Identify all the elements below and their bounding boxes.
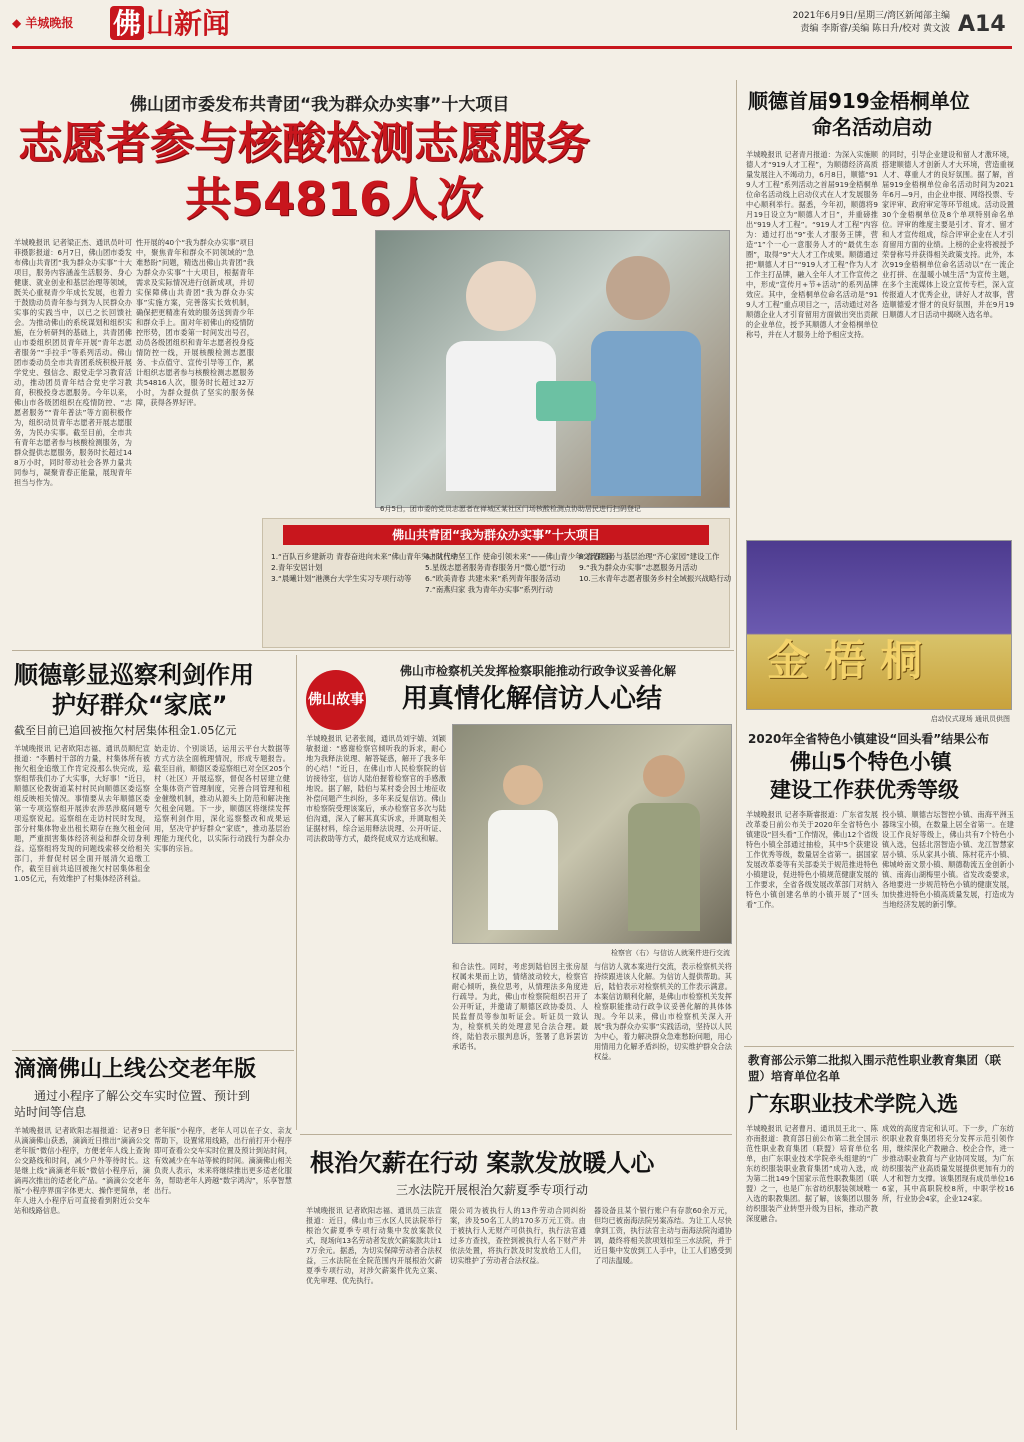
a4-story-seal: 佛山故事 bbox=[306, 670, 366, 730]
a3-subtitle: 截至目前已追回被拖欠村居集体租金1.05亿元 bbox=[14, 724, 237, 737]
a2-title-line2: 命名活动启动 bbox=[812, 115, 932, 139]
a4-column-3: 与信访人就本案进行交流，表示检察机关将持续跟进该人化解。为信访人提供帮助。其后，陆伯表示对检察机关的工作表示满意。本案信访顺利化解，是佛山市检察机关发挥检察职能推动行政争议妥善化解的具体体现。今年以来，佛山市检察机关深入开展“我为群众办实事”实践活动，坚持以人民为中心，着力解决群众急难愁盼问题，用心用情用力化解矛盾纠纷，切实维护群众合法权益。 bbox=[594, 962, 732, 1061]
a7-subtitle-line1: 通过小程序了解公交车实时位置、预计到 bbox=[34, 1089, 251, 1103]
a1-column-2: 性开展的40个“我为群众办实事”项目中，聚焦青年和群众不同领域的“急难愁盼”问题，精选出佛山共青团“我为群众办实事”十大项目，根据青年需求及实际情况进行创新成项，并切实保障佛山共青团“我为群众办实事”实施方案，完善落实长效机制，确保把更精准有效的服务送到青少年和群众手上。面对年初佛山的疫情防控形势，团市委第一时间发出号召，动员各级团组织和青年志愿者投身疫情防控一线，开展核酸检测志愿服务、卡点值守、宣传引导等工作，累计组织志愿者参与核酸检测志愿服务共54816人次，服务时长超过32万小时，为群众提供了坚实的服务保障，获得各界好评。 bbox=[136, 238, 254, 407]
section-rule bbox=[12, 1050, 294, 1051]
list-item: 3.“晨曦计划”港澳台大学生实习专项行动等 bbox=[271, 574, 412, 583]
a2-photo-gold-text bbox=[767, 636, 922, 686]
a3-title-line1: 顺德彰显巡察利剑作用 bbox=[14, 661, 254, 689]
editor-credits: 责编 李斯睿/美编 陈日升/校对 黄文波 bbox=[800, 24, 950, 34]
photo-face-petitioner bbox=[643, 755, 685, 797]
photo-resident-shirt bbox=[591, 331, 701, 496]
a3-column-1: 羊城晚报讯 记者欧阳志福、通讯员顺纪宣报道：“李鹏村干部的力量，村集体所有被拖欠租金追缴工作肯定没那么快完成，巡察组帮我们办了大实事，大好事！”近日，顺德区伦教街道某村村民向顺德区委巡察组反映相关情况。事情要从去年顺德区委第一专项巡察组开展涉农涉恶涉腐问题专项巡察说起。巡察组在走访村民时发现，部分村集体物业出租长期存在拖欠租金问题，严重损害集体经济利益和群众切身利益。巡察组将发现的问题线索移交给相关部门，并督促村居全面开展清欠追缴工作，截至目前共追回被拖欠村居集体租金1.05亿元，有效维护了村集体经济利益。 bbox=[14, 744, 150, 883]
photo-face-volunteer bbox=[466, 261, 536, 331]
a7-subtitle-line2: 站时间等信息 bbox=[14, 1105, 87, 1119]
a7-title: 滴滴佛山上线公交老年版 bbox=[14, 1057, 257, 1082]
a1-project-list-box bbox=[262, 518, 730, 648]
a4-title: 用真情化解信访人心结 bbox=[402, 684, 663, 714]
a5-column-2: 投小镇、顺德吉坛智控小镇、南海平洲玉器珠宝小镇，在数量上居全省第一。在建设工作良好等级上，佛山共有7个特色小镇入选，包括北滘智造小镇、龙江智慧家居小镇、乐从家具小镇、陈村花卉小镇、佛城岭南文景小镇、顺德勒流五金创新小镇、南海山湖梅里小镇。省发改委要求，各地要进一步规范特色小镇的健康发展，加快推进特色小镇高质量发展，打造成为当地经济发展的新引擎。 bbox=[882, 810, 1014, 909]
a4-column-1: 羊城晚报讯 记者张闻，通讯员刘宇婧、刘颖敏报道：“感谢检察官倾听我的诉求，耐心地为我释法说理、解答疑惑，解开了我多年的心结！”近日，在佛山市人民检察院的信访接待室，信访人陆伯握着检察官的手感激地说。据了解，陆伯与某村委会因土地征收补偿问题产生纠纷，多年来反复信访。佛山市检察院受理该案后，承办检察官多次与陆伯沟通，深入了解其真实诉求，并调取相关证据材料，综合运用释法说理、公开听证、司法救助等方式，最终促成双方达成和解。 bbox=[306, 734, 446, 843]
section-rule bbox=[744, 1046, 1014, 1047]
a1-list-title: 佛山共青团“我为群众办实事”十大项目 bbox=[283, 525, 709, 545]
a6-column-1: 羊城晚报讯 记者曹月、通讯员王北一、陈亦南报道：教育部日前公布第二批全国示范性职业教育集团（联盟）培育单位名单，由广东职业技术学院牵头组建的“广东纺织服装职业教育集团”成功入选，成为第二批149个国家示范性职教集团（联盟）之一，也是广东省纺织服装领域唯一入选的职教集团。据了解，该集团以服务纺织服装产业转型升级为目标，推动产教深度融合。 bbox=[746, 1124, 878, 1223]
gold-char-1: 金 bbox=[767, 636, 810, 685]
a6-kicker: 教育部公示第二批拟入围示范性职业教育集团（联盟）培育单位名单 bbox=[748, 1053, 1001, 1083]
a8-column-3: 器设备且某个银行账户有存款60余万元，但均已被南海法院另案冻结。为让工人尽快拿到工资，执行法官主动与南海法院沟通协调，最终将相关款项划扣至三水法院，并于近日集中发放到工人手中，让工人们感受到了司法温暖。 bbox=[594, 1206, 732, 1265]
a5-column-1: 羊城晚报讯 记者李斯睿报道：广东省发展改革委日前公布关于2020年全省特色小镇建设“回头看”工作情况，佛山12个省级特色小镇全部通过抽检，其中5个获建设工作优秀等级，数量居全省第一。据国家发展改革委等有关部委关于规范推进特色小镇建设，促进特色小镇规范健康发展的工作要求，全省各级发展改革部门对纳入特色小镇创建名单的小镇开展了“回头看”工作。 bbox=[746, 810, 878, 909]
section-rule bbox=[12, 650, 734, 651]
list-item: 1.“百队百乡建新功 青春奋进向未来”佛山青年突击队行动 bbox=[271, 552, 459, 561]
a8-subtitle: 三水法院开展根治欠薪夏季专项行动 bbox=[396, 1183, 589, 1197]
a1-list-col-2 bbox=[425, 551, 613, 595]
a2-title-line1: 顺德首届919金梧桐单位 bbox=[748, 89, 970, 113]
a1-photo-caption: 6月5日，团市委的党员志愿者在禅城区某社区门场核酸检测点协助居民进行扫码登记 bbox=[380, 505, 641, 513]
a7-column-1: 羊城晚报讯 记者欧阳志福报道：记者9日从滴滴佛山获悉，滴滴近日推出“滴滴公交老年版”微信小程序，方便老年人线上查询公交路线和时间，减少户外等待时长。这是继上线“滴滴老年版”微信小程序后，滴滴再次推出的适老化产品。“滴滴公交老年版”小程序界面字体更大、操作更简单，老年人进入小程序后可直接看到附近公交车站和线路信息。 bbox=[14, 1126, 150, 1215]
a2-column-1: 羊城晚报讯 记者青月报道：为深入实施顺德人才“919人才工程”，为顺德经济高质量发展注入不竭动力，6月8日，顺德“919人才工程”系列活动之首届919金梧桐单位命名活动线上启动仪式在人才发展服务中心顺利举行。据悉，今年初，顺德将9月19日设立为“顺德人才日”，并重磅推出“919人才工程”。“919人才工程”内容为：通过打出“9”张人才服务王牌，营造“1”个一心一意服务人才的“最优生态圈”，取得“9”大人才工作成果。顺德通过把“顺德人才日”“919人才工程”作为人才工作主打品牌，融入全年人才工作宣传之中，形成“宣传月+节+活动”的系列品牌效应。其中，金梧桐单位命名活动是“919人才工程”重点项目之一，活动通过对各顺德企业人才引育留用方面做出突出贡献的企业单位，授予其顺德人才金梧桐单位称号，并在人才服务上给予相应支持。 bbox=[746, 150, 878, 339]
photo-petitioner-shirt bbox=[628, 803, 700, 931]
a8-title: 根治欠薪在行动 案款发放暖人心 bbox=[310, 1149, 655, 1177]
a3-column-2: 始走访、个别谈话，运用云平台大数据等方式方法全面梳理情况，形成专题报告。截至目前，顺德区委巡察组已对全区205个村（社区）开展巡察，督促各村居建立健全集体资产管理制度，完善合同管理和租金催缴机制，推动从源头上防范和解决拖欠租金问题。下一步，顺德区将继续发挥巡察利剑作用，深化巡察整改和成果运用，坚决守护好群众“家底”，推动基层治理能力现代化，以实际行动践行为群众办实事的宗旨。 bbox=[154, 744, 290, 853]
a7-column-2: 老年版”小程序，老年人可以在子女、亲友帮助下，设置常用线路，出行前打开小程序即可查看公交车实时位置及预计到站时间，有效减少在车站等候的时间。滴滴佛山相关负责人表示，未来将继续推出更多适老化服务，帮助老年人跨越“数字鸿沟”，乐享智慧出行。 bbox=[154, 1126, 292, 1195]
a1-list-col-1 bbox=[271, 551, 459, 584]
a8-column-2: 限公司为被执行人的13件劳动合同纠纷案，涉及50名工人的170多万元工资。由于被执行人无财产可供执行，执行法官通过多方查找，查控到被执行人名下财产并依法处置，将执行款及时发放给工人们，切实维护了劳动者合法权益。 bbox=[450, 1206, 586, 1265]
a1-column-1: 羊城晚报讯 记者梁正杰、通讯员叶可菲摄影报道：6月7日，佛山团市委发布佛山共青团“我为群众办实事”十大项目，服务内容涵盖生活服务、身心健康、就业创业和基层治理等领域，既关心重视青少年成长发展，也着力于鼓励动员青年参与到为人民群众办实事的实践当中，以已之长回馈社会。为推动佛山的系统谋划和组织实施，在分析研判的基础上，共青团佛山市委组织团员青年开展“青年志愿者服务”“手拉手”等系列活动。佛山团市委动员全市共青团系统积极开展学党史、强信念、跟党走学习教育活动，推动团员青年结合党史学习教育，积极投身志愿服务。今年以来，佛山市各级团组织在疫情防控、“志愿者服务”“青年普法”等方面积极作为，组织动员青年志愿者开展志愿服务，为民办实事。截至目前，全市共有青年志愿者参与核酸检测服务，为群众提供志愿服务，服务时长超过148万小时，同时带动社会各界力量共同参与，凝聚青春正能量，展现青年担当与作为。 bbox=[14, 238, 132, 487]
list-item: 8.青春团务与基层治理“齐心家园”建设工作 bbox=[579, 552, 720, 561]
a8-column-1: 羊城晚报讯 记者欧阳志福、通讯员三法宣报道：近日，佛山市三水区人民法院举行根治欠薪夏季专项行动集中发放案款仪式，现场向13名劳动者发放欠薪案款共计17万余元。据悉，为切实保障劳动者合法权益，三水法院在全院范围内开展根治欠薪夏季专项行动，对涉欠薪案件优先立案、优先审理、优先执行。 bbox=[306, 1206, 442, 1285]
a4-photo-caption: 检察官（右）与信访人就案件进行交流 bbox=[611, 949, 730, 957]
a1-title-line1: 志愿者参与核酸检测志愿服务 bbox=[18, 118, 590, 169]
a5-title-line1: 佛山5个特色小镇 bbox=[790, 750, 952, 774]
brand-char: 佛 bbox=[110, 6, 144, 40]
column-divider bbox=[296, 655, 297, 1130]
a1-photo bbox=[375, 230, 730, 508]
a2-photo-caption: 启动仪式现场 通讯员供图 bbox=[930, 715, 1010, 723]
list-item: 10.三水青年志愿者服务乡村全域振兴战略行动 bbox=[579, 574, 732, 583]
a2-photo bbox=[746, 540, 1012, 710]
photo-face-prosecutor bbox=[503, 765, 543, 805]
a6-column-2: 成效的高度肯定和认可。下一步，广东纺织职业教育集团将充分发挥示范引领作用，继续深化产教融合、校企合作，进一步推动职业教育与产业协同发展，为广东纺织服装产业高质量发展提供更加有力的人才和智力支撑。该集团现有成员单位166家，其中高职院校8所，中职学校16所，行业协会4家，企业124家。 bbox=[882, 1124, 1014, 1203]
a1-kicker: 佛山团市委发布共青团“我为群众办实事”十大项目 bbox=[130, 95, 510, 115]
newspaper-logo: ◆ 羊城晚报 bbox=[12, 16, 74, 30]
gold-char-3: 桐 bbox=[880, 636, 923, 685]
list-item: 4.“时代中坚工作 使命引领未来”——佛山青少年交流联谊 bbox=[425, 552, 613, 561]
a4-column-2: 和合法性。同时，考虑到陆伯因主张房屋权属未果而上访，情绪波动较大，检察官耐心倾听，换位思考，从情理法多角度进行疏导。为此，佛山市检察院组织召开了公开听证，并邀请了顺德区政协委员、人民监督员等参加听证会。听证员一致认为，检察机关的处理意见合法合理。最终，陆伯表示服判息诉，签署了息诉罢访承诺书。 bbox=[452, 962, 588, 1051]
column-divider bbox=[736, 80, 737, 1430]
a4-photo bbox=[452, 724, 732, 944]
a1-list-col-3 bbox=[579, 551, 732, 584]
photo-face-resident bbox=[606, 256, 670, 320]
list-item: 7.“南燕归家 我为青年办实事”系列行动 bbox=[425, 585, 553, 594]
brand-rest: 山新闻 bbox=[146, 7, 231, 40]
section-brand bbox=[110, 6, 310, 42]
a5-title-line2: 建设工作获优秀等级 bbox=[770, 778, 959, 802]
list-item: 2.青年安居计划 bbox=[271, 563, 323, 572]
a4-kicker: 佛山市检察机关发挥检察职能推动行政争议妥善化解 bbox=[400, 664, 677, 678]
a3-title-line2: 护好群众“家底” bbox=[52, 691, 228, 719]
gold-char-2: 梧 bbox=[823, 636, 866, 685]
a5-kicker: 2020年全省特色小镇建设“回头看”结果公布 bbox=[748, 732, 990, 746]
photo-phone bbox=[536, 381, 596, 421]
photo-prosecutor-shirt bbox=[488, 810, 558, 930]
header-rule bbox=[12, 46, 1012, 49]
section-rule bbox=[300, 1134, 732, 1135]
list-item: 5.星级志愿者服务青春服务月“微心愿”行动 bbox=[425, 563, 566, 572]
list-item: 9.“我为群众办实事”志愿服务月活动 bbox=[579, 563, 698, 572]
page-number: A14 bbox=[958, 12, 1006, 37]
header-info bbox=[720, 10, 950, 36]
issue-date: 2021年6月9日/星期三/湾区新闻部主编 bbox=[792, 11, 950, 21]
a6-title: 广东职业技术学院入选 bbox=[748, 1092, 958, 1116]
a2-column-2: 的同时，引导企业建设和留人才激环境，搭建顺德人才创新人才大环境，营造重视人才、尊重人才的良好氛围。据了解，首届919金梧桐单位命名活动时间为2021年6月—9月，由企业申报、网络投票、专家评审、政府审定等环节组成。活动设置30个金梧桐单位及8个单项特别命名单位。评审的维度主要是引才、育才、留才和人才宣传组成，综合评审企业在人才引育留用方面的业绩。上榜的企业将被授予荣誉称号并获得相关政策支持。此外，本次919金梧桐单位命名活动以“在一流企业打拼、在温暖小城生活”为宣传主题，在多个主流媒体上设立宣传专栏，深入宣传报道人才优秀企业，讲好人才故事，营造顺德爱才惜才的良好氛围，并在9月19日顺德人才日活动中揭晓入选名单。 bbox=[882, 150, 1014, 319]
a1-title-line2: 共54816人次 bbox=[185, 172, 484, 226]
list-item: 6.“欧美青春 共建未来”系列青年服务活动 bbox=[425, 574, 561, 583]
